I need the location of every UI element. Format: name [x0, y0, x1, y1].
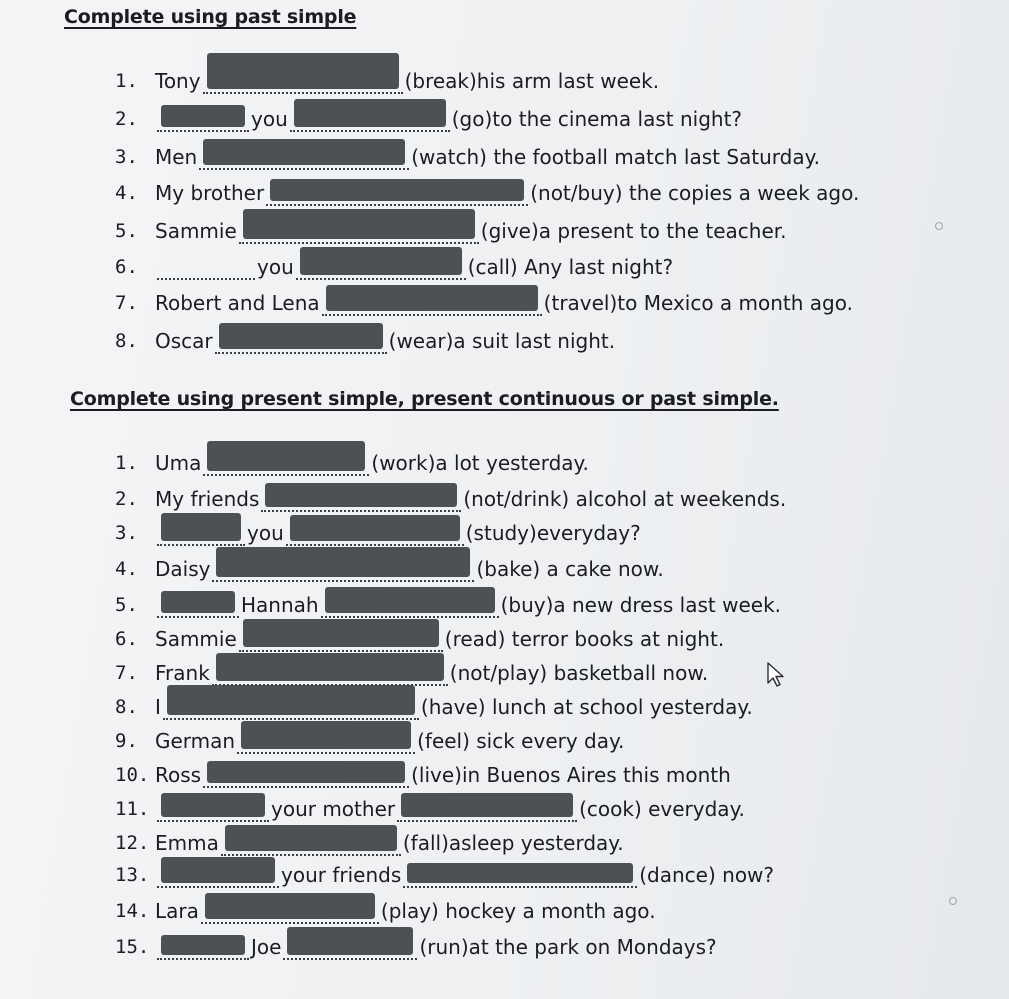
item-number: 11.: [115, 798, 150, 820]
item-number: 4.: [115, 182, 138, 204]
item-number: 2.: [115, 488, 138, 510]
answer-blank[interactable]: [237, 728, 415, 754]
item-verb-prompt: (watch) the football match last Saturday.: [411, 145, 820, 169]
item-number: 5.: [115, 594, 138, 616]
s2-item-10: [115, 762, 731, 788]
item-number: 8.: [115, 696, 138, 718]
answer-blank[interactable]: [283, 934, 417, 960]
item-number: 6.: [115, 256, 138, 278]
s2-item-8: [115, 694, 753, 720]
item-number: 3.: [115, 146, 138, 168]
item-verb-prompt: (not/play) basketball now.: [449, 661, 709, 685]
s1-item-4: [115, 180, 859, 206]
item-verb-prompt: (buy)a new dress last week.: [500, 593, 782, 617]
section1-title: Complete using past simple: [64, 6, 357, 28]
answer-blank[interactable]: [286, 520, 464, 546]
item-subject: Uma: [155, 451, 202, 475]
answer-blank[interactable]: [290, 106, 450, 132]
answer-blank[interactable]: [203, 450, 369, 476]
dust-mark: [935, 222, 943, 230]
item-subject: Tony: [155, 69, 201, 93]
s1-item-5: [115, 218, 787, 244]
item-number: 10.: [115, 764, 150, 786]
item-subject: Emma: [155, 831, 219, 855]
item-subject: Men: [155, 145, 198, 169]
answer-blank[interactable]: [261, 486, 461, 512]
item-number: 6.: [115, 628, 138, 650]
item-number: 15.: [115, 936, 150, 958]
s1-item-2: [115, 106, 742, 132]
item-verb-prompt: (cook) everyday.: [579, 797, 745, 821]
answer-blank[interactable]: [201, 898, 379, 924]
item-number: 1.: [115, 452, 138, 474]
answer-blank[interactable]: [157, 520, 245, 546]
item-subject: Sammie: [155, 627, 237, 651]
item-number: 5.: [115, 220, 138, 242]
item-verb-prompt: (live)in Buenos Aires this month: [411, 763, 731, 787]
item-subject: Hannah: [241, 593, 319, 617]
answer-blank[interactable]: [397, 796, 577, 822]
s2-item-6: [115, 626, 724, 652]
answer-blank[interactable]: [157, 106, 249, 132]
answer-blank[interactable]: [212, 660, 448, 686]
section2-title: Complete using present simple, present continuous or past simple.: [70, 388, 779, 410]
s2-item-4: [115, 556, 664, 582]
answer-blank[interactable]: [163, 694, 419, 720]
item-verb-prompt: (travel)to Mexico a month ago.: [543, 291, 853, 315]
item-subject: My friends: [155, 487, 260, 511]
item-subject: Ross: [155, 763, 202, 787]
item-verb-prompt: (dance) now?: [639, 863, 775, 887]
answer-blank[interactable]: [212, 556, 474, 582]
mouse-pointer-icon: [766, 661, 790, 687]
dust-mark: [949, 897, 957, 905]
answer-blank[interactable]: [239, 218, 479, 244]
item-number: 2.: [115, 108, 138, 130]
item-verb-prompt: (have) lunch at school yesterday.: [420, 695, 753, 719]
s2-item-13: [115, 862, 774, 888]
answer-blank[interactable]: [203, 68, 403, 94]
answer-blank[interactable]: [215, 328, 387, 354]
item-verb-prompt: (break)his arm last week.: [404, 69, 660, 93]
s2-item-14: [115, 898, 656, 924]
item-verb-prompt: (play) hockey a month ago.: [380, 899, 656, 923]
answer-blank[interactable]: [239, 626, 443, 652]
answer-blank[interactable]: [403, 862, 637, 888]
answer-blank[interactable]: [221, 830, 401, 856]
item-verb-prompt: (feel) sick every day.: [417, 729, 625, 753]
item-verb-prompt: (work)a lot yesterday.: [371, 451, 589, 475]
answer-blank[interactable]: [157, 796, 269, 822]
item-verb-prompt: (call) Any last night?: [467, 255, 674, 279]
item-number: 7.: [115, 662, 138, 684]
item-verb-prompt: (fall)asleep yesterday.: [402, 831, 624, 855]
answer-blank[interactable]: [203, 762, 409, 788]
s2-item-7: [115, 660, 708, 686]
answer-blank[interactable]: [157, 254, 255, 280]
answer-blank[interactable]: [157, 862, 279, 888]
s2-item-1: [115, 450, 589, 476]
item-subject: Daisy: [155, 557, 211, 581]
answer-blank[interactable]: [266, 180, 528, 206]
item-subject: I: [155, 695, 161, 719]
item-subject: Joe: [251, 935, 282, 959]
item-subject: Frank: [155, 661, 210, 685]
answer-blank[interactable]: [296, 254, 466, 280]
s1-item-1: [115, 68, 659, 94]
item-subject: Robert and Lena: [155, 291, 320, 315]
item-subject: your friends: [281, 863, 402, 887]
item-subject: Sammie: [155, 219, 237, 243]
item-subject: you: [257, 255, 294, 279]
item-verb-prompt: (bake) a cake now.: [476, 557, 664, 581]
item-number: 8.: [115, 330, 138, 352]
item-number: 3.: [115, 522, 138, 544]
item-subject: Lara: [155, 899, 199, 923]
item-number: 14.: [115, 900, 150, 922]
item-number: 13.: [115, 864, 150, 886]
item-verb-prompt: (not/drink) alcohol at weekends.: [463, 487, 787, 511]
item-number: 9.: [115, 730, 138, 752]
item-subject: you: [247, 521, 284, 545]
s2-item-3: [115, 520, 641, 546]
answer-blank[interactable]: [321, 592, 499, 618]
item-verb-prompt: (run)at the park on Mondays?: [419, 935, 717, 959]
item-verb-prompt: (not/buy) the copies a week ago.: [530, 181, 860, 205]
s2-item-11: [115, 796, 745, 822]
item-number: 4.: [115, 558, 138, 580]
s2-item-5: [115, 592, 781, 618]
s2-item-9: [115, 728, 624, 754]
item-verb-prompt: (go)to the cinema last night?: [451, 107, 743, 131]
s1-item-8: [115, 328, 615, 354]
s2-item-15: [115, 934, 717, 960]
s1-item-7: [115, 290, 853, 316]
s2-item-12: [115, 830, 624, 856]
s1-item-3: [115, 144, 820, 170]
item-verb-prompt: (read) terror books at night.: [444, 627, 725, 651]
answer-blank[interactable]: [157, 592, 239, 618]
answer-blank[interactable]: [157, 934, 249, 960]
item-subject: your mother: [271, 797, 396, 821]
item-number: 7.: [115, 292, 138, 314]
item-subject: you: [251, 107, 288, 131]
answer-blank[interactable]: [322, 290, 542, 316]
item-number: 12.: [115, 832, 150, 854]
item-subject: Oscar: [155, 329, 213, 353]
item-verb-prompt: (wear)a suit last night.: [388, 329, 616, 353]
item-subject: German: [155, 729, 236, 753]
s1-item-6: [115, 254, 673, 280]
s2-item-2: [115, 486, 786, 512]
item-number: 1.: [115, 70, 138, 92]
item-verb-prompt: (give)a present to the teacher.: [480, 219, 787, 243]
answer-blank[interactable]: [199, 144, 409, 170]
item-subject: My brother: [155, 181, 265, 205]
item-verb-prompt: (study)everyday?: [465, 521, 641, 545]
